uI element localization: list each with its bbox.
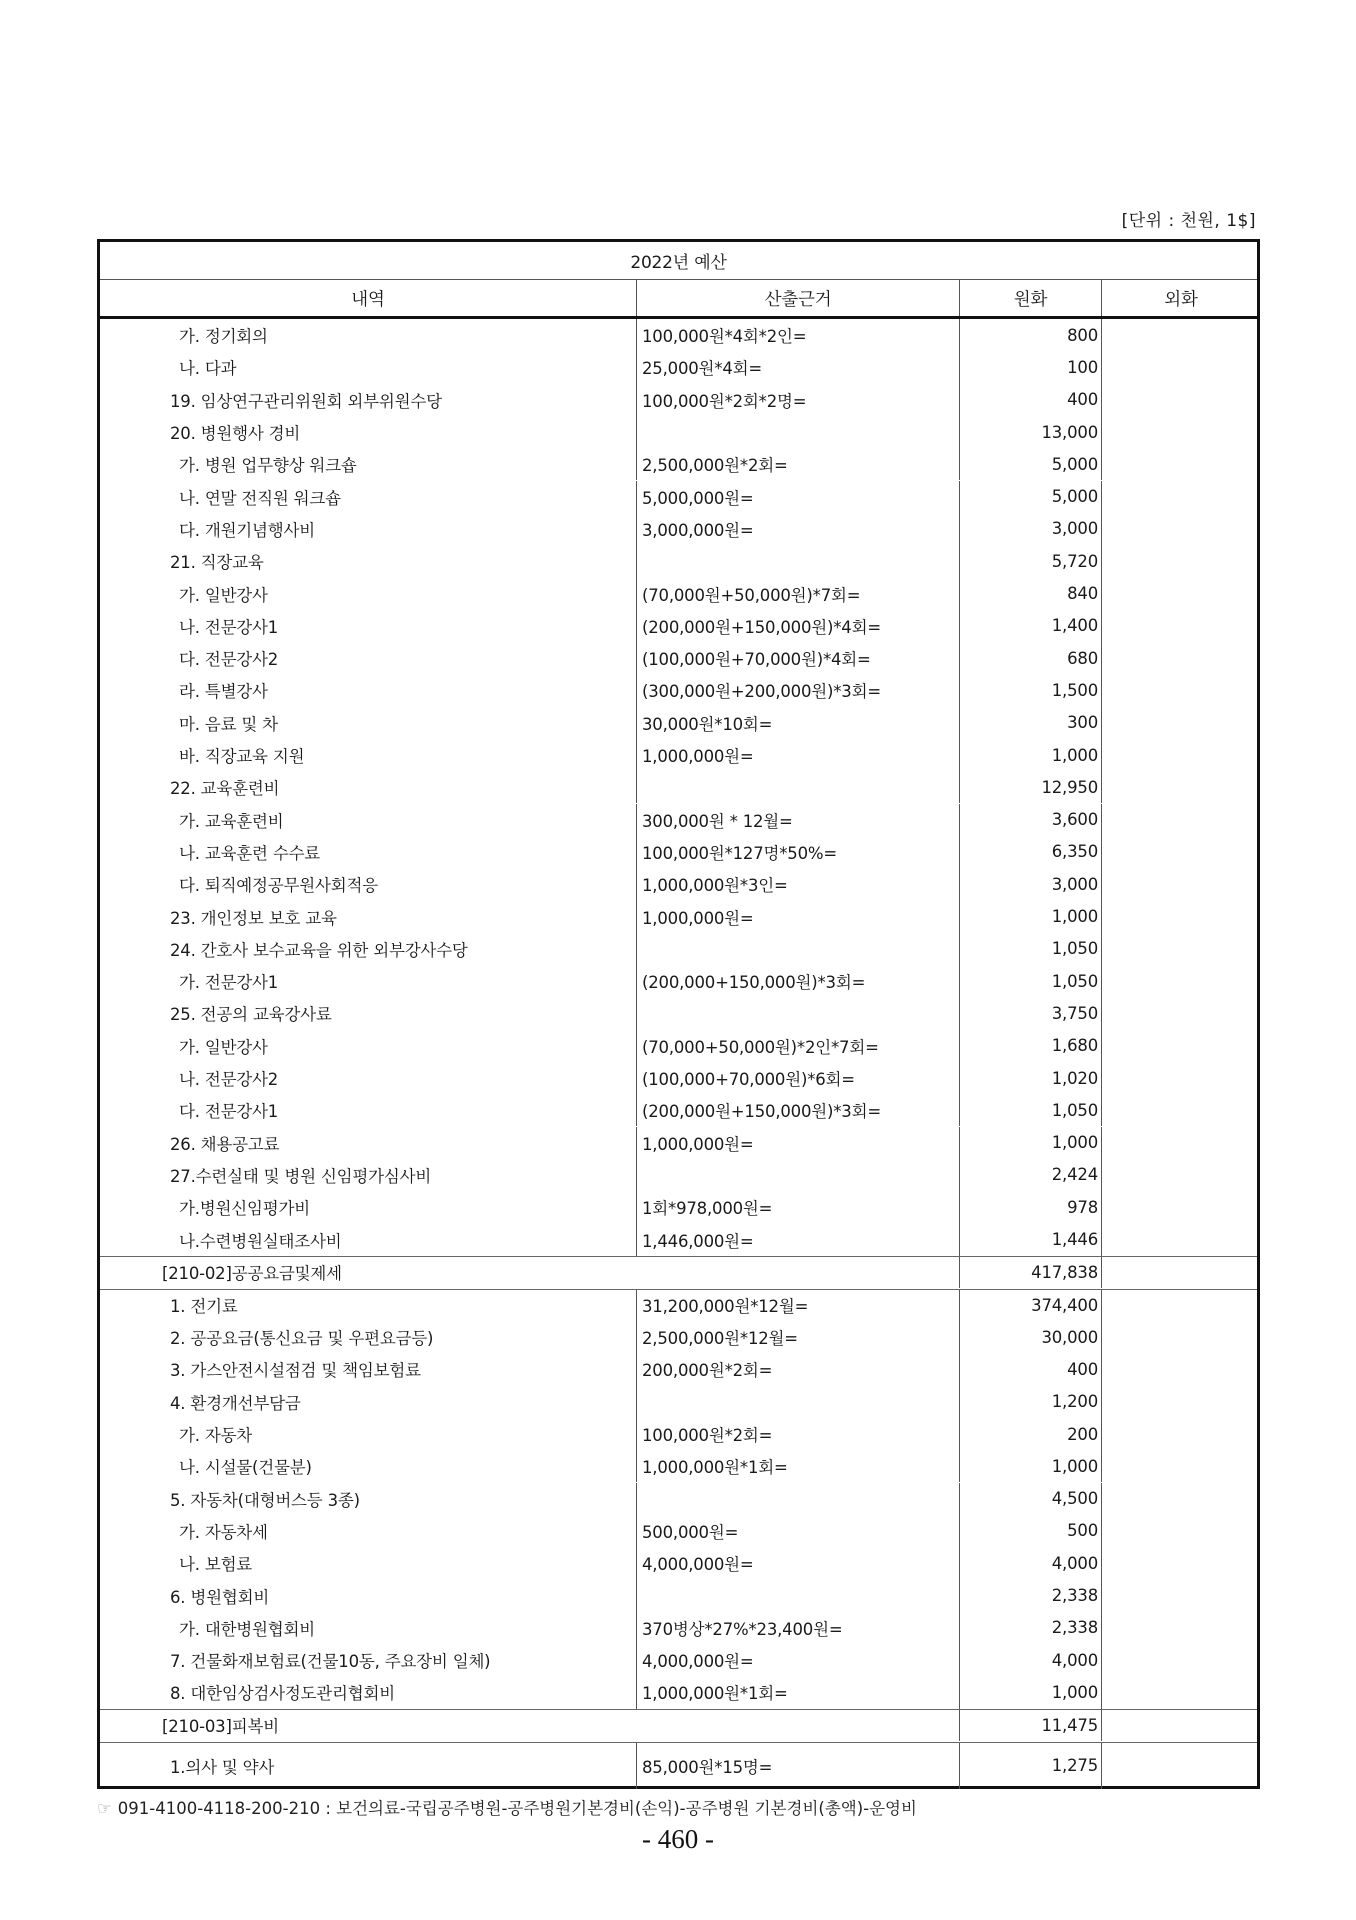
column-header-basis: 산출근거 [636,280,959,316]
row-krw: 2,338 [959,1612,1101,1644]
row-basis: (70,000원+50,000원)*7회= [636,577,959,609]
table-row [100,933,1257,965]
footer-text: 091-4100-4118-200-210 : 보건의료-국립공주병원-공주병원기본경비(손익)-공주병원 기본경비(총액)-운영비 [117,1799,917,1818]
row-basis: 30,000원*10회= [636,707,959,739]
table-row [100,481,1257,513]
row-basis: 1,446,000원= [636,1223,959,1255]
row-krw: 3,000 [959,868,1101,900]
row-fx [1101,1515,1260,1547]
unit-label: [단위 : 천원, 1$] [1121,211,1256,231]
table-row [100,1676,1257,1708]
row-fx [1101,1450,1260,1482]
row-fx [1101,1030,1260,1062]
row-basis: 100,000원*127명*50%= [636,836,959,868]
row-basis: 200,000원*2회= [636,1353,959,1385]
row-item: 6. 병원협회비 [170,1587,270,1607]
table-row [100,513,1257,545]
row-basis: 3,000,000원= [636,513,959,545]
table-row [100,1191,1257,1223]
row-basis [636,1579,959,1611]
table-row [100,1612,1257,1644]
row-item: 바. 직장교육 지원 [179,747,305,767]
row-basis: 370병상*27%*23,400원= [636,1612,959,1644]
row-krw: 978 [959,1191,1101,1223]
row-item: 1.의사 및 약사 [170,1757,275,1777]
row-krw: 500 [959,1515,1101,1547]
table-row [100,1418,1257,1450]
row-fx [1101,836,1260,868]
row-fx [1101,610,1260,642]
row-fx [1101,319,1260,351]
row-krw: 3,600 [959,804,1101,836]
group-krw: 11,475 [959,1710,1101,1741]
row-krw: 2,338 [959,1579,1101,1611]
table-row [100,965,1257,997]
row-basis: (70,000+50,000원)*2인*7회= [636,1030,959,1062]
row-basis: 1,000,000원= [636,900,959,932]
row-item: 24. 간호사 보수교육을 위한 외부강사수당 [170,940,468,960]
row-basis [636,997,959,1029]
column-header-item: 내역 [351,289,385,310]
row-fx [1101,1191,1260,1223]
row-fx [1101,771,1260,803]
row-krw: 1,000 [959,739,1101,771]
row-krw: 1,500 [959,674,1101,706]
table-row [100,1321,1257,1353]
row-item: 나. 보험료 [179,1555,253,1575]
row-basis [636,1386,959,1418]
table-row [100,642,1257,674]
row-basis: 31,200,000원*12월= [636,1290,959,1321]
table-row [100,1353,1257,1385]
row-item: 가. 대한병원협회비 [179,1619,316,1639]
table-row [100,351,1257,383]
group-krw: 417,838 [959,1257,1101,1288]
row-krw: 13,000 [959,416,1101,448]
row-item: 27.수련실태 및 병원 신임평가심사비 [170,1166,432,1186]
row-item: 가. 전문강사1 [179,973,279,993]
row-fx [1101,1321,1260,1353]
row-krw: 5,000 [959,481,1101,513]
row-fx [1101,384,1260,416]
table-row [100,610,1257,642]
row-item: 다. 전문강사2 [179,650,279,670]
row-krw: 300 [959,707,1101,739]
row-basis: 1,000,000원= [636,739,959,771]
table-header-row [100,280,1257,319]
table-row [100,674,1257,706]
row-krw: 1,200 [959,1386,1101,1418]
row-krw: 100 [959,351,1101,383]
row-krw: 5,000 [959,448,1101,480]
row-item: 가. 자동차세 [179,1522,268,1542]
budget-table [97,239,1260,1789]
row-fx [1101,545,1260,577]
row-item: 4. 환경개선부담금 [170,1393,301,1413]
row-krw: 1,446 [959,1223,1101,1255]
pointing-hand-icon: ☞ [97,1799,112,1818]
row-fx [1101,351,1260,383]
row-item: 5. 자동차(대형버스등 3종) [170,1490,360,1510]
row-item: 다. 퇴직예정공무원사회적응 [179,876,378,896]
row-basis: 2,500,000원*12월= [636,1321,959,1353]
row-fx [1101,1223,1260,1255]
row-fx [1101,1159,1260,1191]
row-krw: 400 [959,1353,1101,1385]
row-basis: (300,000원+200,000원)*3회= [636,674,959,706]
row-krw: 680 [959,642,1101,674]
row-fx [1101,1547,1260,1579]
row-fx [1101,577,1260,609]
row-item: 나. 연말 전직원 워크숍 [179,488,341,508]
row-item: 가. 일반강사 [179,1037,268,1057]
row-krw: 1,000 [959,1450,1101,1482]
row-fx [1101,1644,1260,1676]
row-fx [1101,1094,1260,1126]
row-krw: 200 [959,1418,1101,1450]
row-fx [1101,1290,1260,1321]
row-basis [636,771,959,803]
column-header-fx: 외화 [1101,280,1260,316]
row-krw: 1,680 [959,1030,1101,1062]
row-fx [1101,933,1260,965]
row-fx [1101,1386,1260,1418]
row-krw: 4,000 [959,1547,1101,1579]
row-basis: (200,000+150,000원)*3회= [636,965,959,997]
row-basis: 1,000,000원*1회= [636,1676,959,1708]
row-krw: 4,000 [959,1644,1101,1676]
table-row [100,1094,1257,1126]
table-row [100,1515,1257,1547]
row-item: 가. 자동차 [179,1426,253,1446]
row-krw: 1,275 [959,1743,1101,1789]
row-item: 나.수련병원실태조사비 [179,1231,342,1251]
row-krw: 840 [959,577,1101,609]
group-item: [210-02]공공요금및제세 [162,1264,342,1284]
table-row [100,319,1257,351]
row-krw: 1,400 [959,610,1101,642]
table-row [100,577,1257,609]
row-item: 3. 가스안전시설점검 및 책임보험료 [170,1361,421,1381]
row-basis: 100,000원*2회= [636,1418,959,1450]
row-item: 나. 전문강사2 [179,1070,279,1090]
row-item: 나. 다과 [179,359,237,379]
row-item: 다. 개원기념행사비 [179,520,316,540]
row-item: 가. 교육훈련비 [179,811,284,831]
group-item: [210-03]피복비 [162,1717,279,1737]
row-krw: 374,400 [959,1290,1101,1321]
row-item: 가. 병원 업무향상 워크숍 [179,456,357,476]
table-row [100,384,1257,416]
table-row [100,804,1257,836]
row-fx [1101,1676,1260,1708]
row-fx [1101,481,1260,513]
table-row [100,836,1257,868]
table-row [100,1062,1257,1094]
table-row [100,1159,1257,1191]
group-row [100,1709,1257,1741]
table-row [100,1742,1257,1789]
row-basis [636,1159,959,1191]
row-krw: 1,050 [959,965,1101,997]
row-item: 22. 교육훈련비 [170,779,280,799]
row-fx [1101,1127,1260,1159]
table-row [100,1450,1257,1482]
row-krw: 1,020 [959,1062,1101,1094]
table-title-row [100,242,1257,280]
column-header-krw: 원화 [959,280,1101,316]
table-row [100,1223,1257,1255]
table-title: 2022년 예산 [630,253,727,273]
row-basis: 4,000,000원= [636,1547,959,1579]
row-fx [1101,674,1260,706]
table-row [100,1644,1257,1676]
table-row [100,1547,1257,1579]
table-row [100,1483,1257,1515]
row-basis: 1회*978,000원= [636,1191,959,1223]
row-basis: 1,000,000원= [636,1127,959,1159]
row-krw: 1,000 [959,1127,1101,1159]
row-krw: 4,500 [959,1483,1101,1515]
table-row [100,739,1257,771]
table-row [100,416,1257,448]
row-fx [1101,868,1260,900]
row-fx [1101,416,1260,448]
table-row [100,1386,1257,1418]
row-item: 20. 병원행사 경비 [170,424,301,444]
table-row [100,1127,1257,1159]
row-item: 가. 일반강사 [179,585,268,605]
table-row [100,1579,1257,1611]
row-item: 8. 대한임상검사정도관리협회비 [170,1684,395,1704]
footer-note [97,1795,917,1819]
row-krw: 6,350 [959,836,1101,868]
row-fx [1101,1743,1260,1789]
row-item: 나. 시설물(건물분) [179,1458,312,1478]
table-row [100,997,1257,1029]
row-basis [636,933,959,965]
group-row [100,1256,1257,1288]
table-row [100,900,1257,932]
row-krw: 1,050 [959,1094,1101,1126]
row-item: 23. 개인정보 보호 교육 [170,908,337,928]
row-krw: 3,000 [959,513,1101,545]
row-item: 25. 전공의 교육강사료 [170,1005,332,1025]
row-fx [1101,965,1260,997]
row-krw: 1,050 [959,933,1101,965]
row-fx [1101,707,1260,739]
row-basis: 2,500,000원*2회= [636,448,959,480]
row-basis: 300,000원 * 12월= [636,804,959,836]
row-fx [1101,448,1260,480]
row-krw: 5,720 [959,545,1101,577]
row-item: 가.병원신임평가비 [179,1199,310,1219]
row-fx [1101,1483,1260,1515]
row-fx [1101,642,1260,674]
row-basis: 1,000,000원*3인= [636,868,959,900]
row-fx [1101,1612,1260,1644]
row-item: 가. 정기회의 [179,327,268,347]
row-item: 나. 교육훈련 수수료 [179,843,321,863]
row-item: 19. 임상연구관리위원회 외부위원수당 [170,391,442,411]
row-basis: 500,000원= [636,1515,959,1547]
table-row [100,868,1257,900]
table-row [100,448,1257,480]
row-fx [1101,1418,1260,1450]
row-basis: (200,000원+150,000원)*4회= [636,610,959,642]
row-krw: 30,000 [959,1321,1101,1353]
row-fx [1101,804,1260,836]
table-row [100,771,1257,803]
row-basis [636,545,959,577]
row-krw: 2,424 [959,1159,1101,1191]
row-fx [1101,739,1260,771]
row-item: 라. 특별강사 [179,682,268,702]
row-item: 마. 음료 및 차 [179,714,278,734]
row-krw: 3,750 [959,997,1101,1029]
row-basis: 85,000원*15명= [636,1743,959,1789]
row-krw: 800 [959,319,1101,351]
row-basis: 1,000,000원*1회= [636,1450,959,1482]
row-fx [1101,1579,1260,1611]
row-item: 21. 직장교육 [170,553,264,573]
table-row [100,1030,1257,1062]
row-item: 26. 채용공고료 [170,1134,280,1154]
row-krw: 400 [959,384,1101,416]
row-fx [1101,513,1260,545]
row-krw: 1,000 [959,1676,1101,1708]
row-basis: 100,000원*2회*2명= [636,384,959,416]
row-item: 다. 전문강사1 [179,1102,279,1122]
row-item: 1. 전기료 [170,1297,238,1317]
row-krw: 12,950 [959,771,1101,803]
row-fx [1101,997,1260,1029]
row-basis: 4,000,000원= [636,1644,959,1676]
row-basis: (200,000원+150,000원)*3회= [636,1094,959,1126]
row-basis [636,1483,959,1515]
row-basis [636,416,959,448]
row-basis: (100,000원+70,000원)*4회= [636,642,959,674]
row-item: 2. 공공요금(통신요금 및 우편요금등) [170,1329,434,1349]
row-krw: 1,000 [959,900,1101,932]
row-basis: 100,000원*4회*2인= [636,319,959,351]
row-item: 7. 건물화재보험료(건물10동, 주요장비 일체) [170,1652,491,1672]
group-fx [1101,1710,1260,1741]
row-basis: (100,000+70,000원)*6회= [636,1062,959,1094]
row-basis: 25,000원*4회= [636,351,959,383]
row-fx [1101,900,1260,932]
row-basis: 5,000,000원= [636,481,959,513]
row-fx [1101,1353,1260,1385]
row-item: 나. 전문강사1 [179,617,279,637]
row-fx [1101,1062,1260,1094]
page-number: - 460 - [642,1824,714,1854]
table-row [100,1289,1257,1321]
table-row [100,545,1257,577]
group-fx [1101,1257,1260,1288]
table-row [100,707,1257,739]
